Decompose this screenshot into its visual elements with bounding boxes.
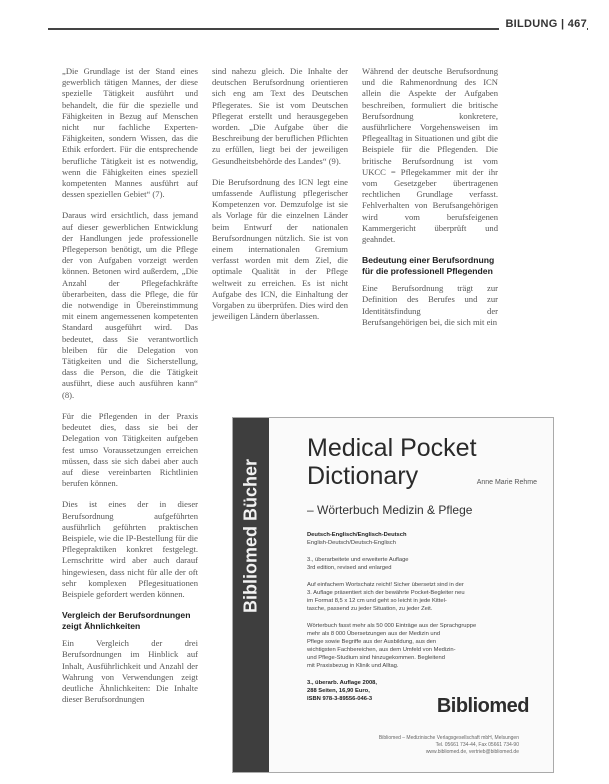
ad-address-line: www.bibliomed.de, vertrieb@bibliomed.de [425,749,519,755]
paragraph: Dies ist eines der in dieser Berufsordnung aufgeführten ausführlich geführten praktischen Beispiele, wie die IP-Bestellung für die Pflegepraktiken konkret festgelegt. Lernschritte wird aber auch darauf hingewiesen, dass nicht für alle der oft sehr komplexen Pflegesituationen Beispiele gefordert werden können. [62,499,198,599]
paragraph: Eine Berufsordnung trägt zur Definition des Berufes und zur Identitätsfindung der Berufsangehörigen bei, die sich mit ein [362,283,498,327]
ad-line: 3., überarb. Auflage 2008, [307,680,378,686]
ad-line: Wörterbuch fasst mehr als 50 000 Einträge aus der Sprachgruppe [307,623,477,629]
ad-line: 3. Auflage präsentiert sich der bewährte Pocket-Begleiter neu [307,590,465,596]
ad-line: Deutsch-Englisch/Englisch-Deutsch [307,532,407,538]
section-heading: Vergleich der Berufsordnungen zeigt Ähnlichkeiten [62,610,191,632]
running-header: BILDUNG | 467 [499,18,587,30]
ad-series-label: Bibliomed Bücher [240,458,261,614]
ad-line: 3rd edition, revised and enlarged [307,565,392,571]
ad-line: mit Praxisbezug in Klinik und Alltag. [307,663,399,669]
ad-title: Dictionary [307,462,419,490]
ad-line: im Format 8,5 x 12 cm und geht so leicht in jede Kittel- [307,598,447,604]
paragraph: Ein Vergleich der drei Berufsordnungen im Hinblick auf Inhalt, Ausführlichkeit und Anzahl der Wahrung von Verwendungen zeigt deutliche Ähnlichkeiten: Die Inhalte dieser Berufsordnungen [62,638,198,705]
paragraph: „Die Grundlage ist der Stand eines gewerblich tätigen Mannes, der diese spezielle Tätigkeit ausführt und behandelt, die für die spezielle und Fähigkeiten in Bezug auf Menschen nicht nur fachliche Experten-Fähigkeiten, sondern Wissen, das die Ethik erfordert. Für die entsprechende berufliche Tätigkeit ist es notwendig, wenn die Fähigkeiten eines speziell kompetenten Mannes ausführt auf dessen speziellen Gebiet“ (7). [62,66,198,200]
paragraph: Daraus wird ersichtlich, dass jemand auf dieser gewerblichen Entwicklung der Handlungen jede professionelle Pflegeperson benötigt, um die Pflege der von Aufgaben vorzeigt werden können. Betonen wird außerdem, „Die Anzahl der Pflegefachkräfte überarbeiten, dass die Pflege, die für die notwendige in Übereinstimmung mit einem angemessenen kompetenten Standard ausgeführt wird. Das bedeutet, dass Sie verantwortlich bleiben für die Delegation von Tätigkeiten und die Sicherstellung, dass die Person, die die Tätigkeit ausführt, diese auch ausführen kann“ (8). [62,210,198,400]
ad-line: Auf einfachem Wortschatz reicht! Sicher übersetzt sind in der [307,582,464,588]
section-heading: Bedeutung einer Berufsordnung für die professionell Pflegenden [362,255,495,277]
publisher-address [379,735,519,756]
ad-line: und Pflege-Studium sind hinzugekommen. Begleitend [307,655,445,661]
ad-title-line2 [307,462,543,497]
ad-address-line: Bibliomed – Medizinische Verlagsgesellschaft mbH, Melsungen [378,735,519,741]
ad-line: mehr als 8 000 Übersetzungen aus der Medizin und [307,631,441,637]
ad-address-line: Tel. 05661 734-44, Fax 05661 734-90 [435,742,519,748]
ad-sidebar [233,418,269,772]
ad-author: Anne Marie Rehme [476,479,537,486]
ad-line: Pflege sowie Begriffe aus der Ausbildung, aus den [307,639,437,645]
paragraph: Die Berufsordnung des ICN legt eine umfassende Auflistung pflegerischer Kompetenzen vor. Demzufolge ist sie als Vorlage für die einzelnen Länder beim Entwurf der nationalen Berufsordnungen nützlich. Sie ist von einem internationalen Gremium verfasst worden mit dem Ziel, die optimale Qualität in der Pflege weltweit zu erreichen. Es ist nicht Aufgabe des ICN, die Einhaltung der Vorgaben zu überprüfen. Dies wird den jeweiligen Ländern überlassen. [212,176,348,322]
paragraph: Während der deutsche Berufsordnung und die Rahmenordnung des ICN allein die Aspekte der Aufgaben beschreiben, formuliert die britische Berufsordnung konkretere, ausführlichere Vorgehensweisen im Pflegealltag in Situationen und gibt die Beispiele für die Pflegenden. Die britische Berufsordnung ist vom UKCC = Pflegekammer mit der ihr vom Gesetzgeber übertragenen rechtlichen Grundlage verfasst. Fehlverhalten von Berufsangehörigen wird vom berufsfeigenen Kammergericht überprüft und geahndet. [362,66,498,245]
text-column-2 [212,66,348,332]
ad-subtitle: – Wörterbuch Medizin & Pflege [307,503,473,517]
ad-line: 288 Seiten, 16,90 Euro, [307,688,370,694]
paragraph: sind nahezu gleich. Die Inhalte der deutschen Berufsordnung orientieren sich eng am Text des Deutschen Pflegerates. Sie ist vom Deutschen Pflegerat erstellt und herausgegeben worden. „Die Aufgabe über die Beschreibung der beruflichen Pflichten zu erfüllen, liegt bei der jeweiligen Gesundheitsbehörde des Landes“ (9). [212,66,348,166]
ad-line: tasche, passend zu jeder Situation, zu jeder Zeit. [307,606,433,612]
ad-body [307,434,543,703]
paragraph: Für die Pflegenden in der Praxis bedeutet dies, dass sie bei der Delegation von Tätigkeiten aufgeben fest umso Voraussetzungen erreichen müssen, dass sie sich dabei aber auch auf diese vereinbarten Richtlinien berufen können. [62,410,198,489]
text-column-1 [62,66,198,715]
ad-title: Medical Pocket [307,434,477,462]
publisher-logo: Bibliomed [436,695,529,717]
ad-line: 3., überarbeitete und erweiterte Auflage [307,557,409,563]
book-advertisement [232,417,554,773]
ad-line: ISBN 978-3-89556-046-3 [307,696,373,702]
text-column-3 [362,66,498,338]
ad-line: English-Deutsch/Deutsch-Englisch [307,540,396,546]
ad-line: wichtigsten Fachbereichen, aus dem Umfeld von Medizin- [307,647,456,653]
